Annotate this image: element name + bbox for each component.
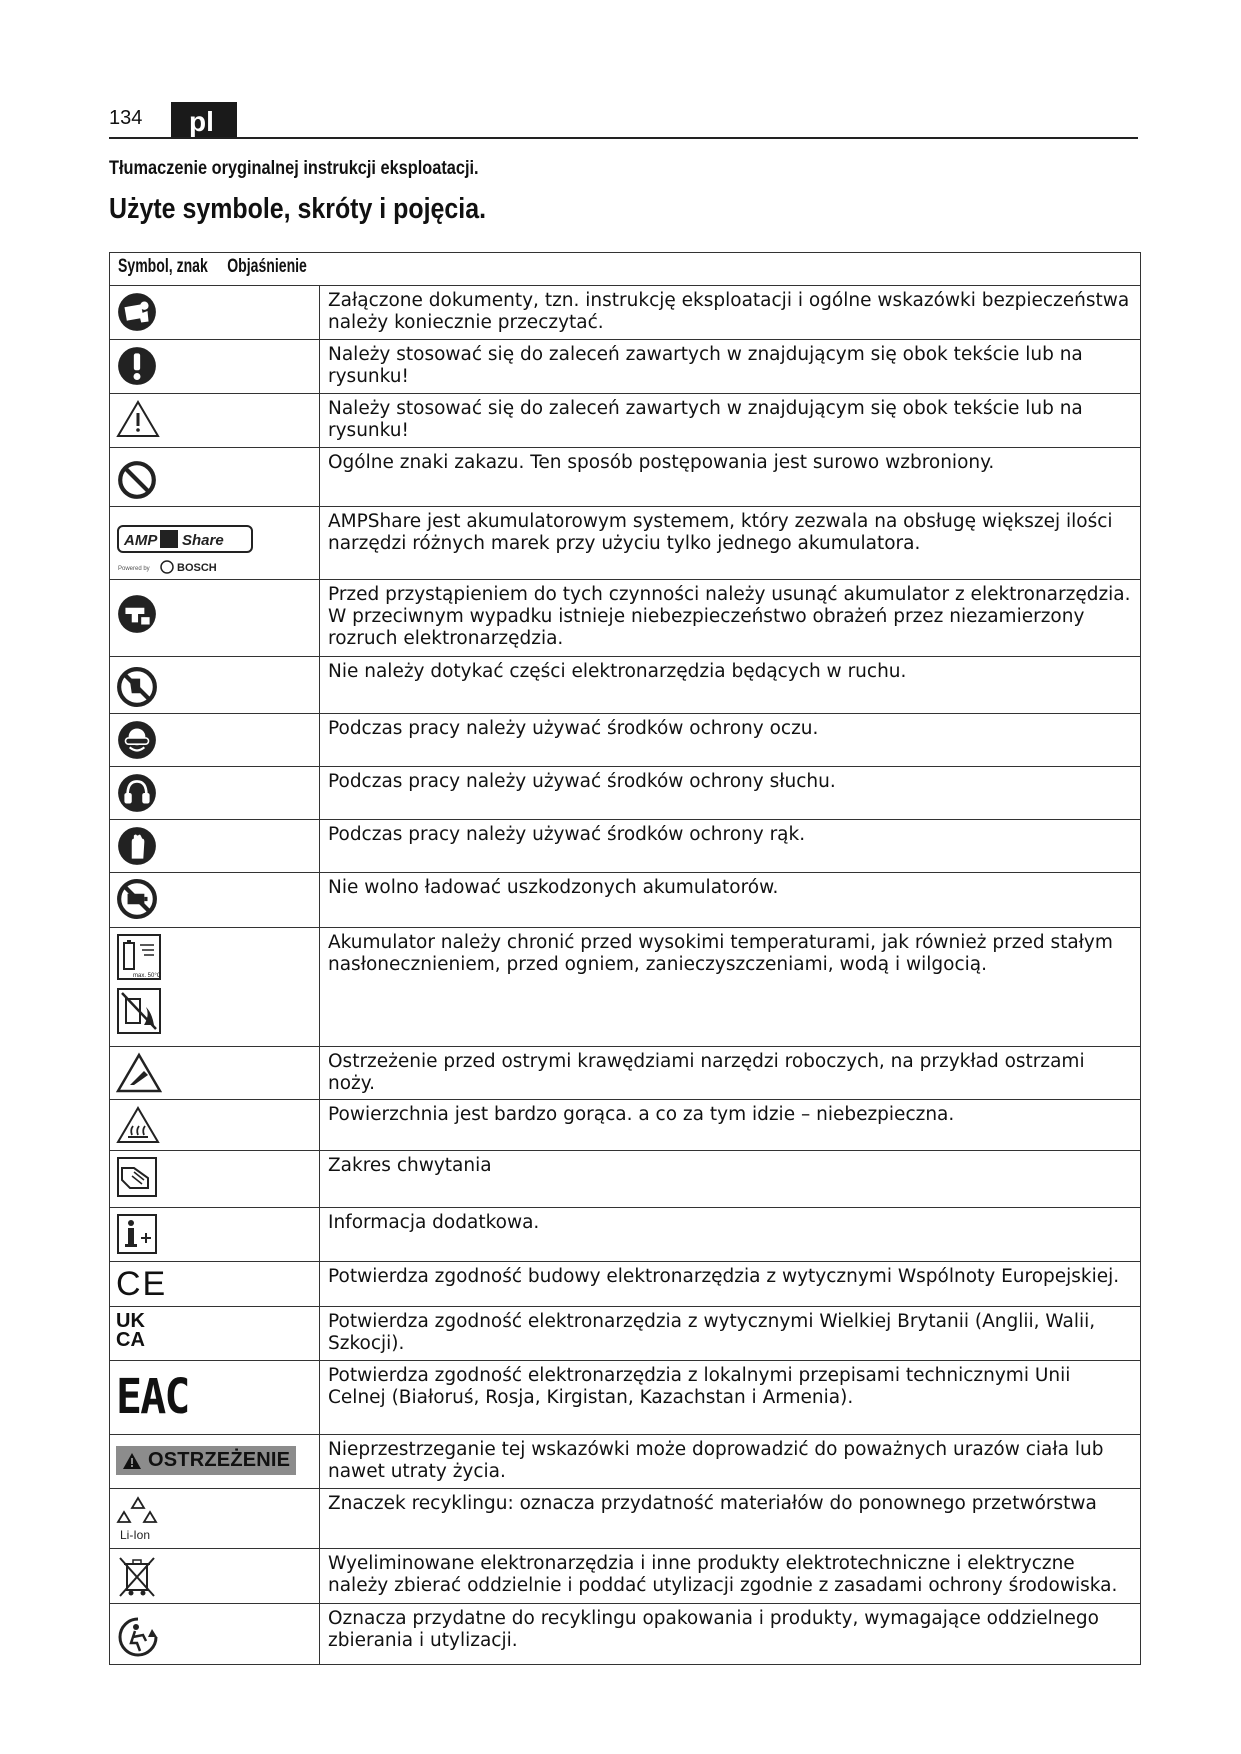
row-text: Podczas pracy należy używać środków ochrony oczu. — [320, 714, 1141, 767]
no-charging-damaged-battery-icon — [116, 878, 313, 920]
table-row — [110, 1361, 1141, 1435]
recycling-li-ion-icon — [116, 1494, 313, 1542]
prohibition-icon — [116, 459, 313, 501]
no-touch-moving-parts-icon — [116, 666, 313, 708]
table-row — [110, 1262, 1141, 1307]
mandatory-exclamation-icon — [116, 345, 313, 387]
row-text: Powierzchnia jest bardzo gorąca. a co za tym idzie – niebezpieczna. — [320, 1100, 1141, 1151]
row-text: AMPShare jest akumulatorowym systemem, który zezwala na obsługę większej ilości narzędzi różnych marek przy użyciu tylko jednego akumulatora. — [320, 507, 1141, 580]
table-row — [110, 340, 1141, 394]
eye-protection-icon — [116, 719, 313, 761]
grip-area-icon — [116, 1156, 313, 1198]
table-row — [110, 928, 1141, 1047]
table-row — [110, 820, 1141, 873]
ukca-mark-icon — [116, 1312, 313, 1350]
row-text: Potwierdza zgodność elektronarzędzia z lokalnymi przepisami technicznymi Unii Celnej (Białoruś, Rosja, Kirgistan, Kazachstan i Armenia). — [320, 1361, 1141, 1435]
table-row — [110, 1100, 1141, 1151]
row-text: Załączone dokumenty, tzn. instrukcję eksploatacji i ogólne wskazówki bezpieczeństwa należy koniecznie przeczytać. — [320, 286, 1141, 340]
table-header: Symbol, znak Objaśnienie — [110, 253, 1141, 286]
read-manual-icon — [116, 291, 313, 333]
row-text: Oznacza przydatne do recyklingu opakowania i produkty, wymagające oddzielnego zbierania i utylizacji. — [320, 1604, 1141, 1665]
table-row — [110, 580, 1141, 657]
row-text: Potwierdza zgodność budowy elektronarzędzia z wytycznymi Wspólnoty Europejskiej. — [320, 1262, 1141, 1307]
row-text: Należy stosować się do zaleceń zawartych w znajdującym się obok tekście lub na rysunku! — [320, 340, 1141, 394]
header-rule — [109, 137, 1138, 139]
warning-label-icon — [116, 1446, 313, 1475]
battery-temp-label: max. 50°C — [133, 973, 162, 979]
table-row — [110, 657, 1141, 714]
ampshare-powered-text: Powered by — [118, 566, 150, 572]
recycle-packaging-icon — [116, 1615, 313, 1659]
table-row — [110, 1208, 1141, 1262]
ce-mark-icon — [116, 1267, 313, 1301]
row-text: Potwierdza zgodność elektronarzędzia z wytycznymi Wielkiej Brytanii (Anglii, Walii, Szkocji). — [320, 1307, 1141, 1361]
eac-mark-text: EAC — [116, 1369, 189, 1425]
table-row — [110, 767, 1141, 820]
hot-surface-warning-icon — [116, 1105, 313, 1145]
table-row — [110, 1604, 1141, 1665]
table-row — [110, 507, 1141, 580]
table-row — [110, 394, 1141, 448]
ce-mark-text: CE — [116, 1265, 168, 1303]
language-tab: pl — [171, 102, 237, 138]
warning-triangle-icon — [116, 399, 313, 439]
table-row — [110, 1549, 1141, 1604]
section-title: Użyte symbole, skróty i pojęcia. — [109, 193, 487, 225]
ampshare-logo-icon — [116, 522, 313, 574]
table-row — [110, 873, 1141, 928]
document-subtitle: Tłumaczenie oryginalnej instrukcji eksploatacji. — [109, 158, 479, 179]
eac-mark-icon — [116, 1366, 313, 1428]
table-row — [110, 286, 1141, 340]
row-text: Znaczek recyklingu: oznacza przydatność materiałów do ponownego przetwórstwa — [320, 1489, 1141, 1549]
page-number: 134 — [109, 107, 143, 129]
remove-battery-icon — [116, 593, 313, 635]
table-header-row — [110, 253, 1141, 286]
row-text: Akumulator należy chronić przed wysokimi temperaturami, jak również przed stałym nasłonecznieniem, przed ogniem, zanieczyszczeniami, wodą i wilgocią. — [320, 928, 1141, 1047]
battery-protection-icon — [116, 933, 313, 1035]
ukca-mark-top: UK — [116, 1310, 145, 1332]
info-plus-icon — [116, 1213, 313, 1255]
row-text: Nie wolno ładować uszkodzonych akumulatorów. — [320, 873, 1141, 928]
table-row — [110, 714, 1141, 767]
row-text: Należy stosować się do zaleceń zawartych w znajdującym się obok tekście lub na rysunku! — [320, 394, 1141, 448]
table-row — [110, 1307, 1141, 1361]
row-text: Przed przystąpieniem do tych czynności należy usunąć akumulator z elektronarzędzia. W przeciwnym wypadku istnieje niebezpieczeństwo obrażeń przez niezamierzony rozruch elektronarzędzia. — [320, 580, 1141, 657]
row-text: Nie należy dotykać części elektronarzędzia będących w ruchu. — [320, 657, 1141, 714]
ukca-mark-bottom: CA — [116, 1329, 145, 1351]
table-row — [110, 1047, 1141, 1100]
ampshare-share-text: Share — [182, 532, 224, 549]
row-text: Podczas pracy należy używać środków ochrony słuchu. — [320, 767, 1141, 820]
table-row — [110, 1435, 1141, 1489]
sharp-edges-warning-icon — [116, 1052, 313, 1094]
crossed-bin-icon — [116, 1554, 313, 1598]
hearing-protection-icon — [116, 772, 313, 814]
table-row — [110, 1151, 1141, 1208]
row-text: Ostrzeżenie przed ostrymi krawędziami narzędzi roboczych, na przykład ostrzami noży. — [320, 1047, 1141, 1100]
ampshare-amp-text: AMP — [124, 532, 158, 549]
row-text: Nieprzestrzeganie tej wskazówki może doprowadzić do poważnych urazów ciała lub nawet utraty życia. — [320, 1435, 1141, 1489]
li-ion-label: Li-Ion — [120, 1528, 151, 1542]
row-text: Wyeliminowane elektronarzędzia i inne produkty elektrotechniczne i elektryczne należy zbierać oddzielnie i poddać utylizacji zgodnie z zasadami ochrony środowiska. — [320, 1549, 1141, 1604]
hand-protection-icon — [116, 825, 313, 867]
row-text: Zakres chwytania — [320, 1151, 1141, 1208]
row-text: Ogólne znaki zakazu. Ten sposób postępowania jest surowo wzbroniony. — [320, 448, 1141, 507]
warning-label-text: OSTRZEŻENIE — [148, 1449, 291, 1471]
ampshare-brand-text: BOSCH — [177, 562, 217, 574]
row-text: Informacja dodatkowa. — [320, 1208, 1141, 1262]
symbols-table — [109, 252, 1141, 1665]
table-row — [110, 1489, 1141, 1549]
row-text: Podczas pracy należy używać środków ochrony rąk. — [320, 820, 1141, 873]
table-row — [110, 448, 1141, 507]
